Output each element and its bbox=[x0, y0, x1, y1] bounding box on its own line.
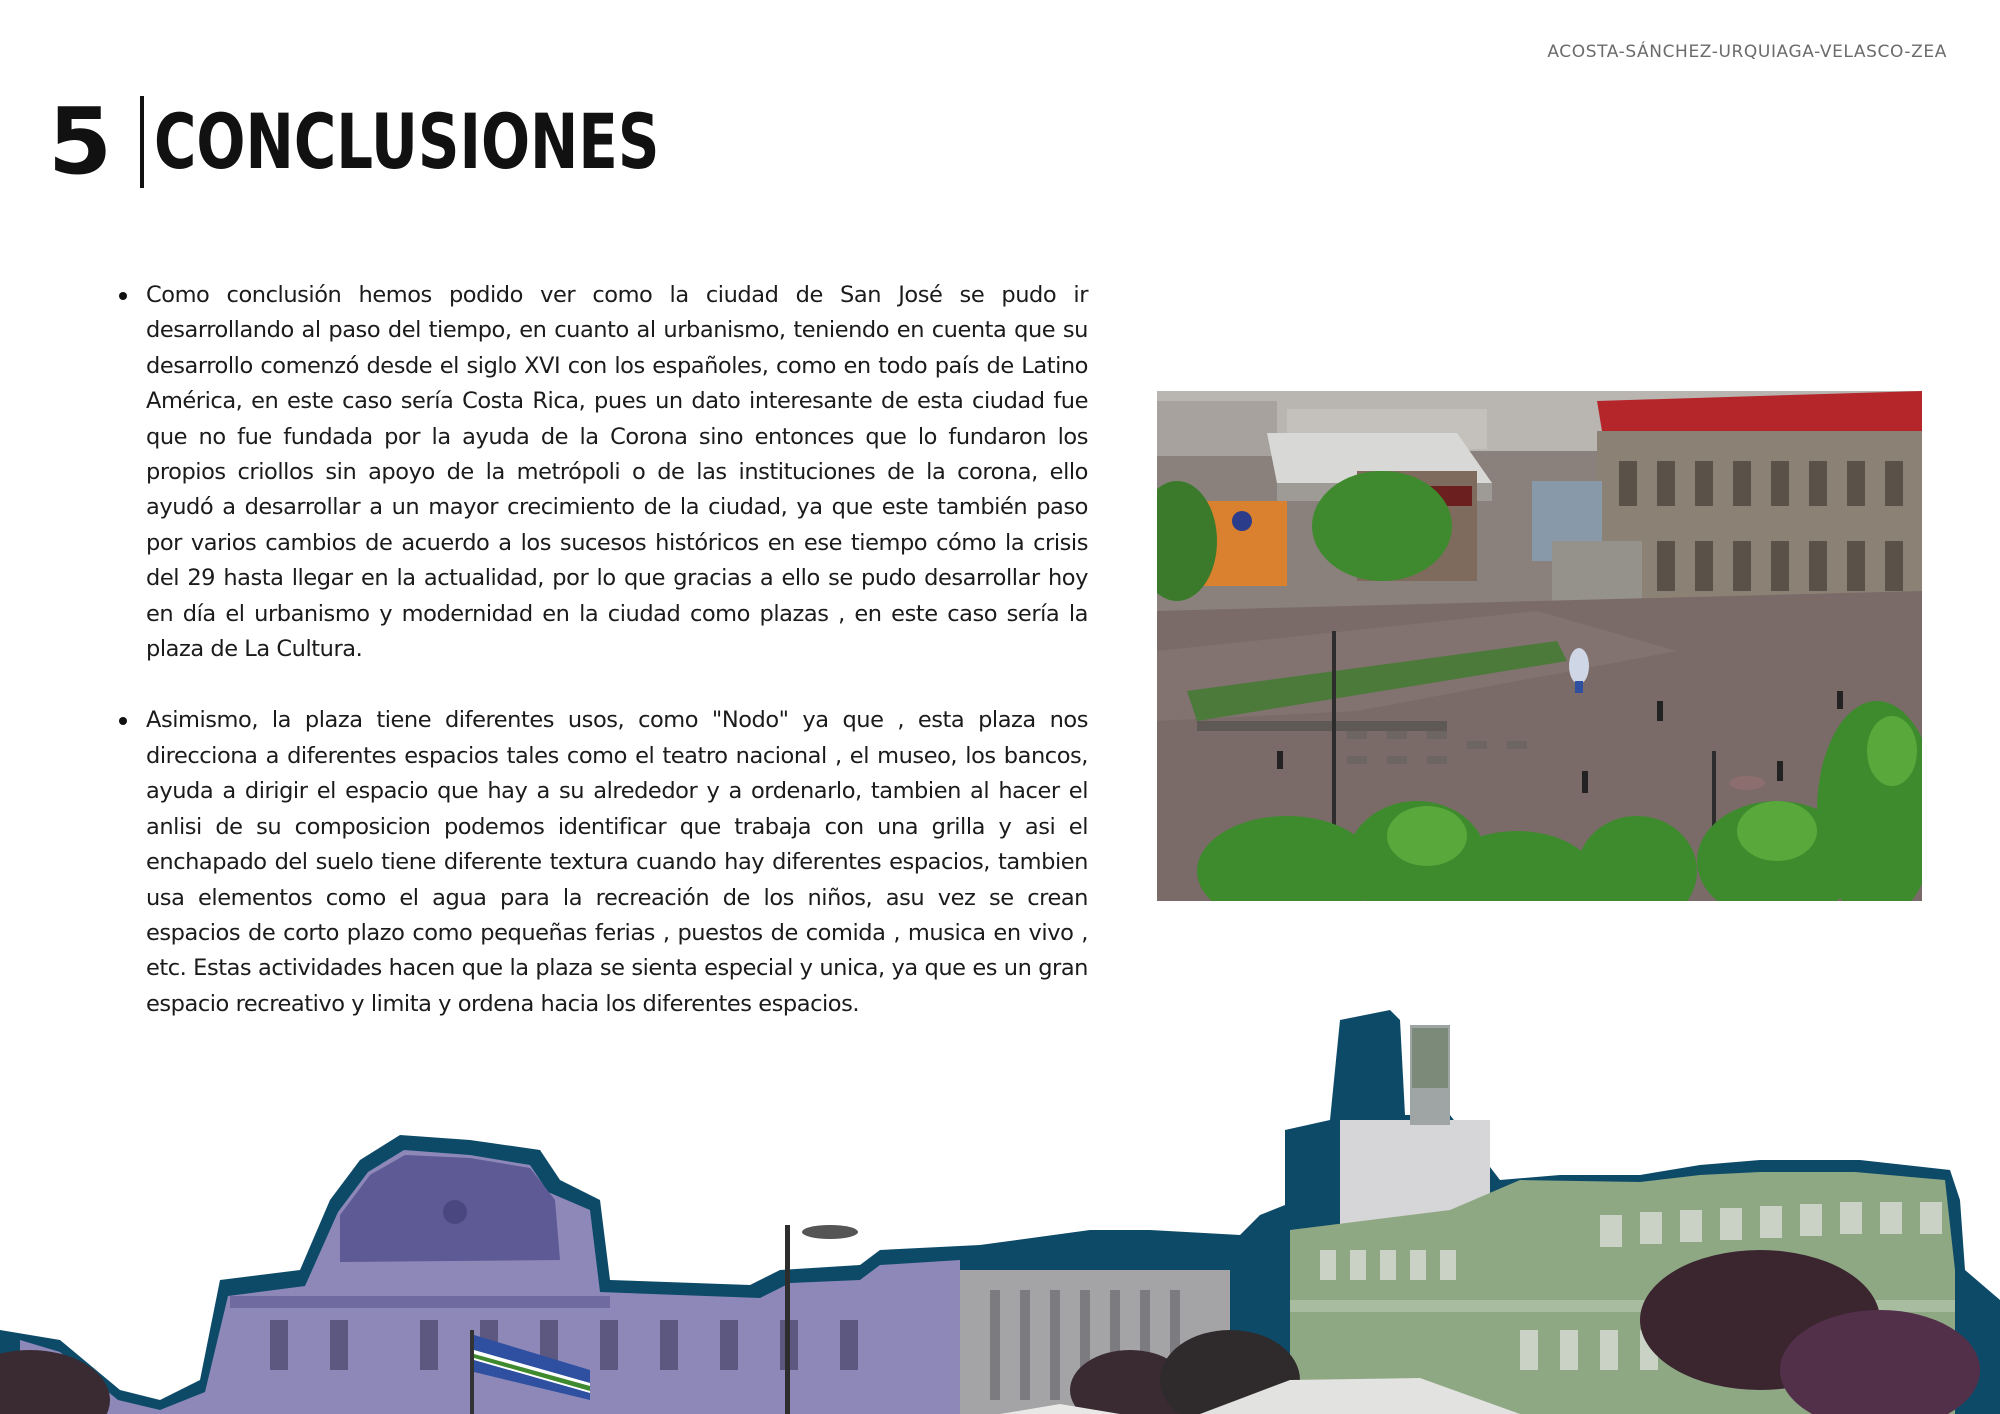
section-heading bbox=[48, 88, 819, 195]
bullet-icon bbox=[119, 717, 127, 725]
plaza-photo-illustration bbox=[1157, 391, 1922, 901]
bullet-item bbox=[116, 703, 1088, 1022]
plaza-photo bbox=[1157, 391, 1922, 901]
conclusions-body bbox=[116, 278, 1088, 1058]
bullet-text: Como conclusión hemos podido ver como la ciudad de San José se pudo ir desarrollando al paso del tiempo, en cuanto al urbanismo, teniendo en cuenta que su desarrollo comenzó desde el siglo XVI con los españoles, como en todo país de Latino América, en este caso sería Costa Rica, pues un dato interesante de esta ciudad fue que no fue fundada por la ayuda de la Corona sino entonces que lo fundaron los propios criollos sin apoyo de la metrópoli o de las instituciones de la corona, ello ayudó a desarrollar a un mayor crecimiento de la ciudad, ya que este también paso por varios cambios de acuerdo a los sucesos históricos en ese tiempo cómo la crisis del 29 hasta llegar en la actualidad, por lo que gracias a ello se pudo desarrollar hoy en día el urbanismo y modernidad en la ciudad como plazas , en este caso sería la plaza de La Cultura. bbox=[146, 282, 1088, 663]
title-divider bbox=[140, 96, 144, 188]
authors-header: ACOSTA-SÁNCHEZ-URQUIAGA-VELASCO-ZEA bbox=[1547, 42, 1947, 62]
bullet-icon bbox=[119, 292, 127, 300]
skyline-illustration bbox=[0, 1000, 2000, 1414]
section-title: CONCLUSIONES bbox=[154, 97, 660, 186]
section-number: 5 bbox=[48, 88, 115, 195]
bullet-list bbox=[116, 278, 1088, 1022]
skyline-collage bbox=[0, 1000, 2000, 1414]
bullet-item bbox=[116, 278, 1088, 667]
bullet-text: Asimismo, la plaza tiene diferentes usos, como "Nodo" ya que , esta plaza nos direcciona a diferentes espacios tales como el teatro nacional , el museo, los bancos, ayuda a dirigir el espacio que hay a su alrededor y a ordenarlo, tambien al hacer el anlisi de su composicion podemos identificar que trabaja con una grilla y asi el enchapado del suelo tiene diferente textura cuando hay diferentes espacios, tambien usa elementos como el agua para la recreación de los niños, asu vez se crean espacios de corto plazo como pequeñas ferias , puestos de comida , musica en vivo , etc. Estas actividades hacen que la plaza se sienta especial y unica, ya que es un gran espacio recreativo y limita y ordena hacia los diferentes espacios. bbox=[146, 707, 1088, 1017]
